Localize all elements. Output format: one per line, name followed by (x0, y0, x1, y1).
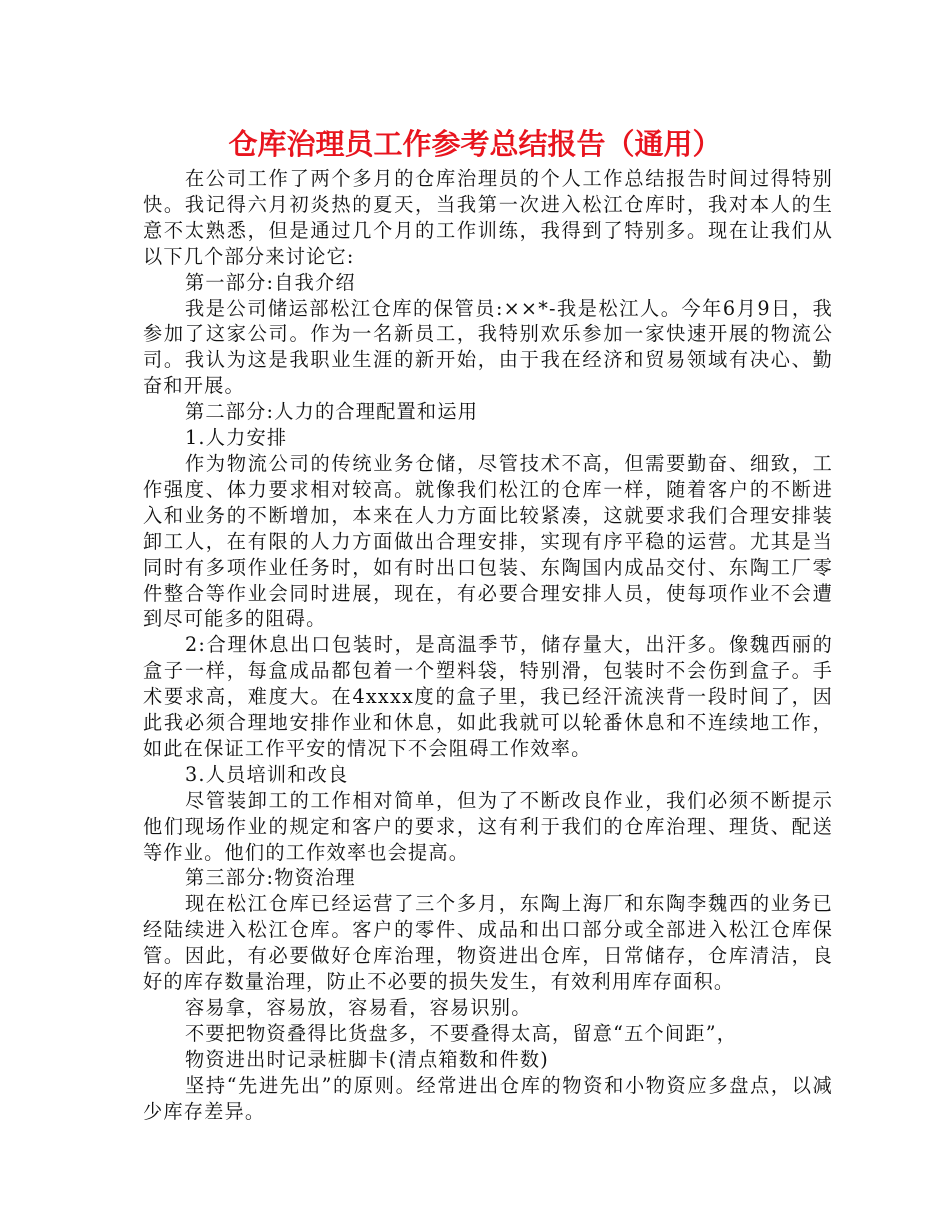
paragraph-material-management: 现在松江仓库已经运营了三个多月，东陶上海厂和东陶李魏西的业务已经陆续进入松江仓库。客户的零件、成品和出口部分或全部进入松江仓库保管。因此，有必要做好仓库治理，物资进出仓库，日常储存，仓库清洁，良好的库存数量治理，防止不必要的损失发生，有效利用库存面积。 (143, 892, 833, 994)
subheading-manpower-arrangement: 1.人力安排 (185, 426, 288, 450)
paragraph-self-introduction: 我是公司储运部松江仓库的保管员:××*-我是松江人。今年6月9日，我参加了这家公司。作为一名新员工，我特别欢乐参加一家快速开展的物流公司。我认为这是我职业生涯的新开始，由于我在经济和贸易领域有决心、勤奋和开展。 (143, 296, 833, 398)
paragraph-intro: 在公司工作了两个多月的仓库治理员的个人工作总结报告时间过得特别快。我记得六月初炎热的夏天，当我第一次进入松江仓库时，我对本人的生意不太熟悉，但是通过几个月的工作训练，我得到了特别多。现在让我们从以下几个部分来讨论它: (143, 167, 833, 268)
list-item-stacking-rule: 不要把物资叠得比货盘多，不要叠得太高，留意“五个间距”， (185, 1021, 738, 1045)
paragraph-fifo-principle: 坚持“先进先出”的原则。经常进出仓库的物资和小物资应多盘点，以减少库存差异。 (143, 1073, 833, 1123)
subheading-staff-training: 3.人员培训和改良 (185, 762, 349, 786)
document-title: 仓库治理员工作参考总结报告（通用） (228, 127, 722, 161)
list-item-stock-card: 物资进出时记录桩脚卡(清点箱数和件数) (185, 1047, 549, 1071)
section-heading-part-three: 第三部分:物资治理 (185, 866, 356, 890)
paragraph-staff-training: 尽管装卸工的工作相对简单，但为了不断改良作业，我们必须不断提示他们现场作业的规定和客户的要求，这有利于我们的仓库治理、理货、配送等作业。他们的工作效率也会提高。 (143, 788, 833, 864)
paragraph-reasonable-rest: 2:合理休息出口包装时，是高温季节，储存量大，出汗多。像魏西丽的盒子一样，每盒成品都包着一个塑料袋，特别滑，包装时不会伤到盒子。手术要求高，难度大。在4xxxx度的盒子里，我已经汗流浃背一段时间了，因此我必须合理地安排作业和休息，如此我就可以轮番休息和不连续地工作，如此在保证工作平安的情况下不会阻碍工作效率。 (143, 633, 833, 760)
paragraph-manpower-arrangement: 作为物流公司的传统业务仓储，尽管技术不高，但需要勤奋、细致，工作强度、体力要求相对较高。就像我们松江的仓库一样，随着客户的不断进入和业务的不断增加，本来在人力方面比较紧凑，这就要求我们合理安排装卸工人，在有限的人力方面做出合理安排，实现有序平稳的运营。尤其是当同时有多项作业任务时，如有时出口包装、东陶国内成品交付、东陶工厂零件整合等作业会同时进展，现在，有必要合理安排人员，使每项作业不会遭到尽可能多的阻碍。 (143, 451, 833, 631)
section-heading-part-one: 第一部分:自我介绍 (185, 270, 356, 294)
list-item-easy-handling: 容易拿，容易放，容易看，容易识别。 (185, 996, 532, 1019)
document-body (143, 166, 833, 1125)
section-heading-part-two: 第二部分:人力的合理配置和运用 (185, 400, 479, 424)
